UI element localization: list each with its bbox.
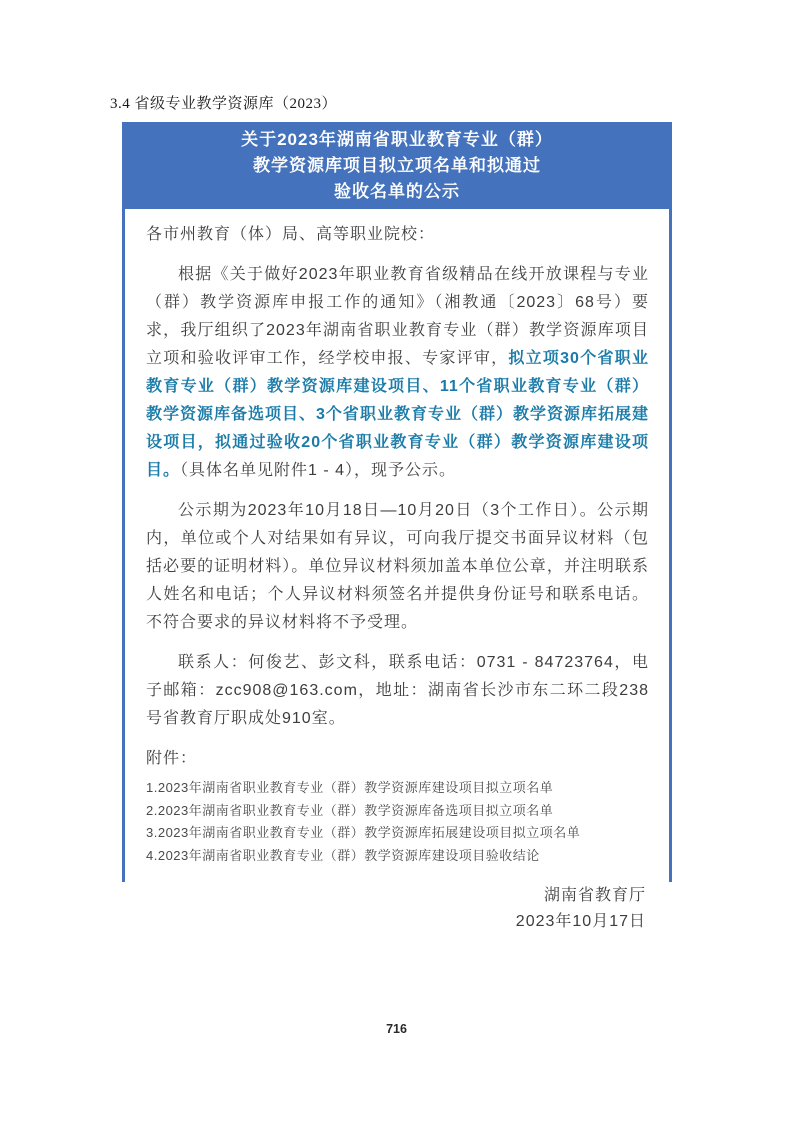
paragraph-approval-results [146, 261, 649, 485]
page-number: 716 [386, 1022, 407, 1036]
paragraph-1-normal-start: 根据《关于做好2023年职业教育省级精品在线开放课程与专业（群）教学资源库申报工作的通知》（湘教通〔2023〕68号）要求，我厅组织了2023年湖南省职业教育专业（群）教学资源库项目立项和验收评审工作，经学校申报、专家评审， [146, 266, 649, 367]
notice-title-line-1: 关于2023年湖南省职业教育专业（群） [241, 130, 553, 149]
paragraph-1-normal-end: （具体名单见附件1 - 4），现予公示。 [180, 462, 457, 479]
issue-date: 2023年10月17日 [515, 913, 646, 930]
notice-title-line-2: 教学资源库项目拟立项名单和拟通过 [253, 156, 541, 175]
attachment-item-3: 3.2023年湖南省职业教育专业（群）教学资源库拓展建设项目拟立项名单 [146, 825, 581, 840]
paragraph-publicity-period: 公示期为2023年10月18日—10月20日（3个工作日）。公示期内，单位或个人对结果如有异议，可向我厅提交书面异议材料（包括必要的证明材料）。单位异议材料须加盖本单位公章，并注明联系人姓名和电话；个人异议材料须签名并提供身份证号和联系电话。不符合要求的异议材料将不予受理。 [146, 502, 649, 631]
attachment-item-2: 2.2023年湖南省职业教育专业（群）教学资源库备选项目拟立项名单 [146, 802, 554, 818]
paragraph-1-highlighted-results: 拟立项30个省职业教育专业（群）教学资源库建设项目、11个省职业教育专业（群）教学资源库备选项目、3个省职业教育专业（群）教学资源库拓展建设项目，拟通过验收20个省职业教育专业（群）教学资源库建设项目。 [146, 350, 649, 479]
signature-block [146, 883, 649, 935]
notice-body [122, 209, 672, 930]
notice-image [122, 122, 672, 930]
notice-title-banner [122, 122, 672, 209]
paragraph-contact-info: 联系人：何俊艺、彭文科，联系电话：0731 - 84723764，电子邮箱：zcc908@163.com，地址：湖南省长沙市东二环二段238号省教育厅职成处910室。 [146, 654, 649, 727]
issuing-authority: 湖南省教育厅 [543, 887, 646, 904]
attachments-list [146, 777, 649, 867]
salutation: 各市州教育（体）局、高等职业院校： [146, 226, 436, 243]
attachment-item-1: 1.2023年湖南省职业教育专业（群）教学资源库建设项目拟立项名单 [146, 780, 554, 795]
notice-title-line-3: 验收名单的公示 [334, 182, 460, 201]
attachments-label: 附件： [146, 750, 198, 767]
section-heading: 3.4 省级专业教学资源库（2023） [110, 96, 338, 112]
attachment-item-4: 4.2023年湖南省职业教育专业（群）教学资源库建设项目验收结论 [146, 847, 540, 863]
